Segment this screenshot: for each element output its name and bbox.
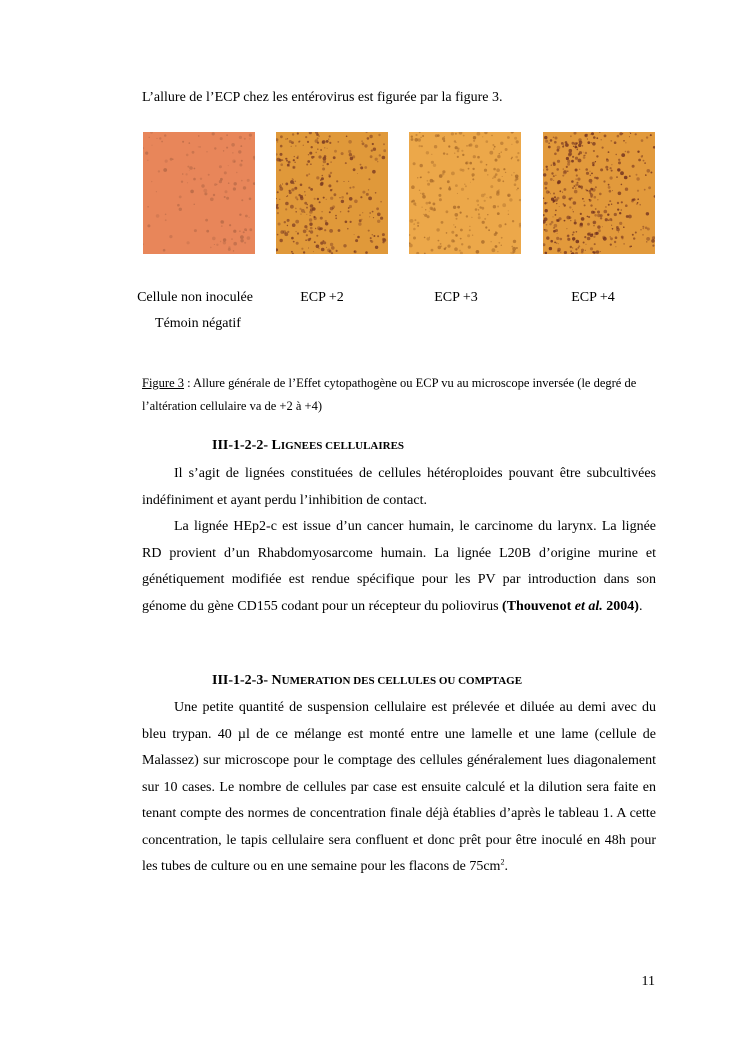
caption-control-sub: Témoin négatif: [155, 316, 241, 331]
micrograph-ecp-4-image: [543, 132, 655, 254]
section-number: III-1-2-2-: [212, 438, 272, 453]
micrograph-ecp-3: [409, 132, 521, 254]
paragraph-end: .: [504, 859, 508, 874]
paragraph-end: .: [638, 598, 643, 614]
figure-label: Figure 3: [142, 376, 185, 390]
citation-author: (Thouvenot: [502, 598, 575, 614]
section-title-rest: IGNEES CELLULAIRES: [280, 440, 405, 452]
paragraph-lignees-2: [142, 514, 656, 620]
section-title-initial: N: [271, 673, 282, 688]
section-heading-lignees: [212, 438, 404, 454]
paragraph-text: Une petite quantité de suspension cellulaire est prélevée et diluée au demi avec du bleu trypan. 40 µl de ce mélange est monté entre une lamelle et une lame (cellule de Malassez) sur microscope pour le comptage des cellules généralement lues diagonalement sur 10 cases. Le nombre de cellules par case est ensuite calculé et la dilution sera faite en tenant compte des normes de concentration finale déjà établies d’après le tableau 1. A cette concentration, le tapis cellulaire sera confluent et donc prêt pour être inoculé en 48h pour les tubes de culture ou en une semaine pour les flacons de 75cm: [142, 700, 656, 874]
paragraph-numeration: [142, 695, 656, 881]
page-number: 11: [641, 974, 655, 989]
micrograph-control: [143, 132, 255, 254]
section-title-rest: UMERATION DES CELLULES OU COMPTAGE: [281, 675, 523, 687]
micrograph-ecp-3-image: [409, 132, 521, 254]
superscript: 2: [500, 857, 505, 867]
citation: [502, 599, 639, 614]
caption-ecp-4: ECP +4: [571, 290, 615, 305]
paragraph-text: La lignée HEp2-c est issue d’un cancer humain, le carcinome du larynx. La lignée RD provient d’un Rhabdomyosarcome humain. La lignée L20B d’origine murine et génétiquement modifiée est rendue spécifique pour les PV par introduction dans son génome du gène CD155 codant pour un récepteur du poliovirus: [142, 519, 656, 614]
paragraph-lignees-1: [142, 461, 656, 514]
caption-ecp-2: ECP +2: [300, 290, 344, 305]
section-title-initial: L: [271, 438, 281, 453]
micrograph-background: [409, 132, 521, 254]
micrograph-ecp-4: [543, 132, 655, 254]
citation-etal: et al.: [574, 598, 603, 614]
section-number: III-1-2-3-: [212, 673, 272, 688]
citation-year: 2004): [602, 598, 639, 614]
caption-ecp-3: ECP +3: [434, 290, 478, 305]
micrograph-control-image: [143, 132, 255, 254]
figure-caption: [142, 372, 656, 418]
micrograph-background: [543, 132, 655, 254]
figure-caption-text: : Allure générale de l’Effet cytopathogène ou ECP vu au microscope inversée (le degré de l’altération cellulaire va de +2 à +4): [142, 376, 637, 413]
micrograph-background: [143, 132, 255, 254]
caption-control: Cellule non inoculée: [137, 290, 253, 305]
micrograph-ecp-2: [276, 132, 388, 254]
micrograph-ecp-2-image: [276, 132, 388, 254]
paragraph-text: Il s’agit de lignées constituées de cellules hétéroploides pouvant être subcultivées indéfiniment et ayant perdu l’inhibition de contact.: [142, 466, 656, 508]
section-heading-numeration: [212, 673, 522, 689]
intro-sentence: L’allure de l’ECP chez les entérovirus est figurée par la figure 3.: [142, 90, 503, 105]
